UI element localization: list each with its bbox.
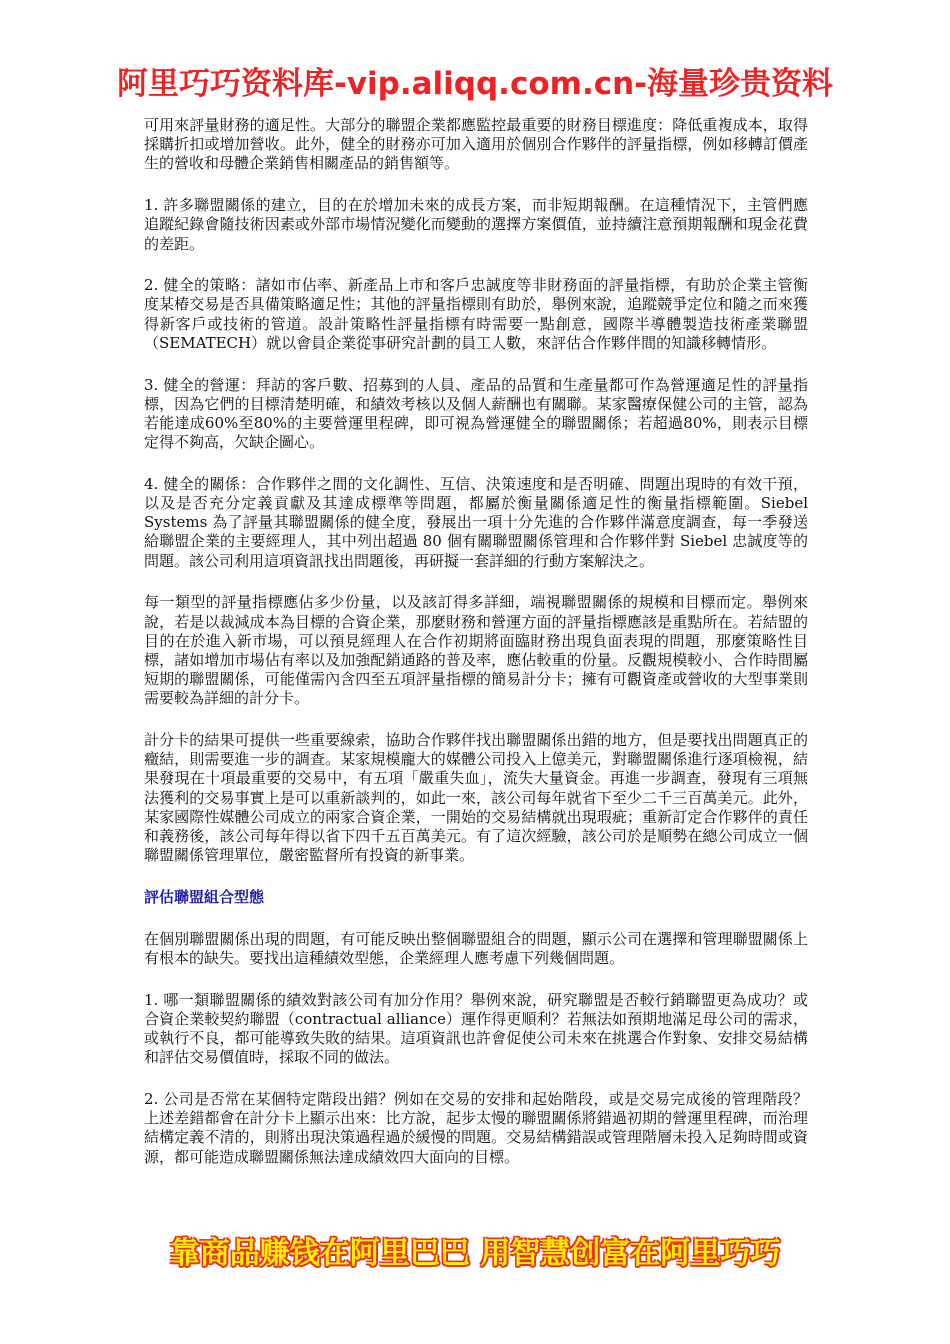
paragraph-point-2-strategy: 2. 健全的策略：諸如市佔率、新產品上市和客戶忠誠度等非財務面的評量指標，有助於企業主管衡度某椿交易是否具備策略適足性；其他的評量指標則有助於，舉例來說，追蹤競爭定位和隨之而來獲得新客戶或技術的管道。設計策略性評量指標有時需要一點創意，國際半導體製造技術產業聯盟（SEMATECH）就以會員企業從事研究計劃的員工人數，來評估合作夥伴間的知識移轉情形。 [144, 276, 808, 352]
paragraph-portfolio-question-1: 1. 哪一類聯盟關係的績效對該公司有加分作用？舉例來說，研究聯盟是否較行銷聯盟更為成功？或合資企業較契約聯盟（contractual alliance）運作得更順利？若無法如預期地滿足母公司的需求，或執行不良，都可能導致失敗的結果。這項資訊也許會促使公司未來在挑選合作對象、安排交易結構和評估交易價值時，採取不同的做法。 [144, 990, 808, 1067]
section-heading: 評估聯盟組合型態 [144, 888, 265, 906]
header-banner: 阿里巧巧资料库-vip.aliqq.com.cn-海量珍贵资料 [116, 66, 834, 102]
paragraph-scorecard-results: 計分卡的結果可提供一些重要線索，協助合作夥伴找出聯盟關係出錯的地方，但是要找出問題真正的癥結，則需要進一步的調查。某家規模龐大的媒體公司投入上億美元，對聯盟關係進行逐項檢視，結果發現在十項最重要的交易中，有五項「嚴重失血」，流失大量資金。再進一步調查，發現有三項無法獲利的交易事實上是可以重新談判的，如此一來，該公司每年就省下至少二千三百萬美元。此外，某家國際性媒體公司成立的兩家合資企業，一開始的交易結構就出現瑕疵；重新訂定合作夥伴的責任和義務後，該公司每年得以省下四千五百萬美元。有了這次經驗，該公司於是順勢在總公司成立一個聯盟關係管理單位，嚴密監督所有投資的新事業。 [144, 731, 808, 865]
paragraph-financial-adequacy: 可用來評量財務的適足性。大部分的聯盟企業都應監控最重要的財務目標進度：降低重複成本，取得採購折扣或增加營收。此外，健全的財務亦可加入適用於個別合作夥伴的評量指標，例如移轉訂價產生的營收和母體企業銷售相關產品的銷售額等。 [144, 116, 808, 173]
paragraph-point-1-growth-options: 1. 許多聯盟關係的建立，目的在於增加未來的成長方案，而非短期報酬。在這種情況下，主管們應追蹤紀錄會隨技術因素或外部市場情況變化而變動的選擇方案價值，並持續注意預期報酬和現金花費的差距。 [144, 196, 808, 253]
paragraph-portfolio-intro: 在個別聯盟關係出現的問題，有可能反映出整個聯盟組合的問題，顯示公司在選擇和管理聯盟關係上有根本的缺失。要找出這種績效型態，企業經理人應考慮下列幾個問題。 [144, 929, 808, 967]
paragraph-point-4-relationship: 4. 健全的關係：合作夥伴之間的文化調性、互信、決策速度和是否明確、問題出現時的有效干預，以及是否充分定義貢獻及其達成標準等問題，都屬於衡量關係適足性的衡量指標範圍。Siebel Systems 為了評量其聯盟關係的健全度，發展出一項十分先進的合作夥伴滿意度調查，每一季發送給聯盟企業的主要經理人，其中列出超過 80 個有關聯盟關係管理和合作夥伴對 Siebel 忠誠度等的問題。該公司利用這項資訊找出問題後，再研擬一套詳細的行動方案解決之。 [144, 474, 808, 570]
paragraph-portfolio-question-2: 2. 公司是否常在某個特定階段出錯？例如在交易的安排和起始階段，或是交易完成後的管理階段？上述差錯都會在計分卡上顯示出來：比方說，起步太慢的聯盟關係將錯過初期的營運里程碑，而治理結構定義不清的，則將出現決策過程過於緩慢的問題。交易結構錯誤或管理階層未投入足夠時間或資源，都可能造成聯盟關係無法達成績效四大面向的目標。 [144, 1089, 808, 1166]
paragraph-point-3-operations: 3. 健全的營運：拜訪的客戶數、招募到的人員、產品的品質和生產量都可作為營運適足性的評量指標，因為它們的目標清楚明確，和績效考核以及個人薪酬也有關聯。某家醫療保健公司的主管，認為若能達成60%至80%的主要營運里程碑，即可視為營運健全的聯盟關係；若超過80%，則表示目標定得不夠高，欠缺企圖心。 [144, 375, 808, 452]
paragraph-metric-weighting: 每一類型的評量指標應佔多少份量，以及該訂得多詳細，端視聯盟關係的規模和目標而定。舉例來說，若是以裁減成本為目標的合資企業，那麼財務和營運方面的評量指標應該是重點所在。若結盟的目的在於進入新市場，可以預見經理人在合作初期將面臨財務出現負面表現的問題，那麼策略性目標，諸如增加市場佔有率以及加強配銷通路的普及率，應佔較重的份量。反觀規模較小、合作時間屬短期的聯盟關係，可能僅需內含四至五項評量指標的簡易計分卡；擁有可觀資產或營收的大型事業則需要較為詳細的計分卡。 [144, 593, 808, 708]
document-body [144, 116, 808, 1189]
footer-banner: 靠商品赚钱在阿里巴巴 用智慧创富在阿里巧巧 [169, 1236, 781, 1271]
